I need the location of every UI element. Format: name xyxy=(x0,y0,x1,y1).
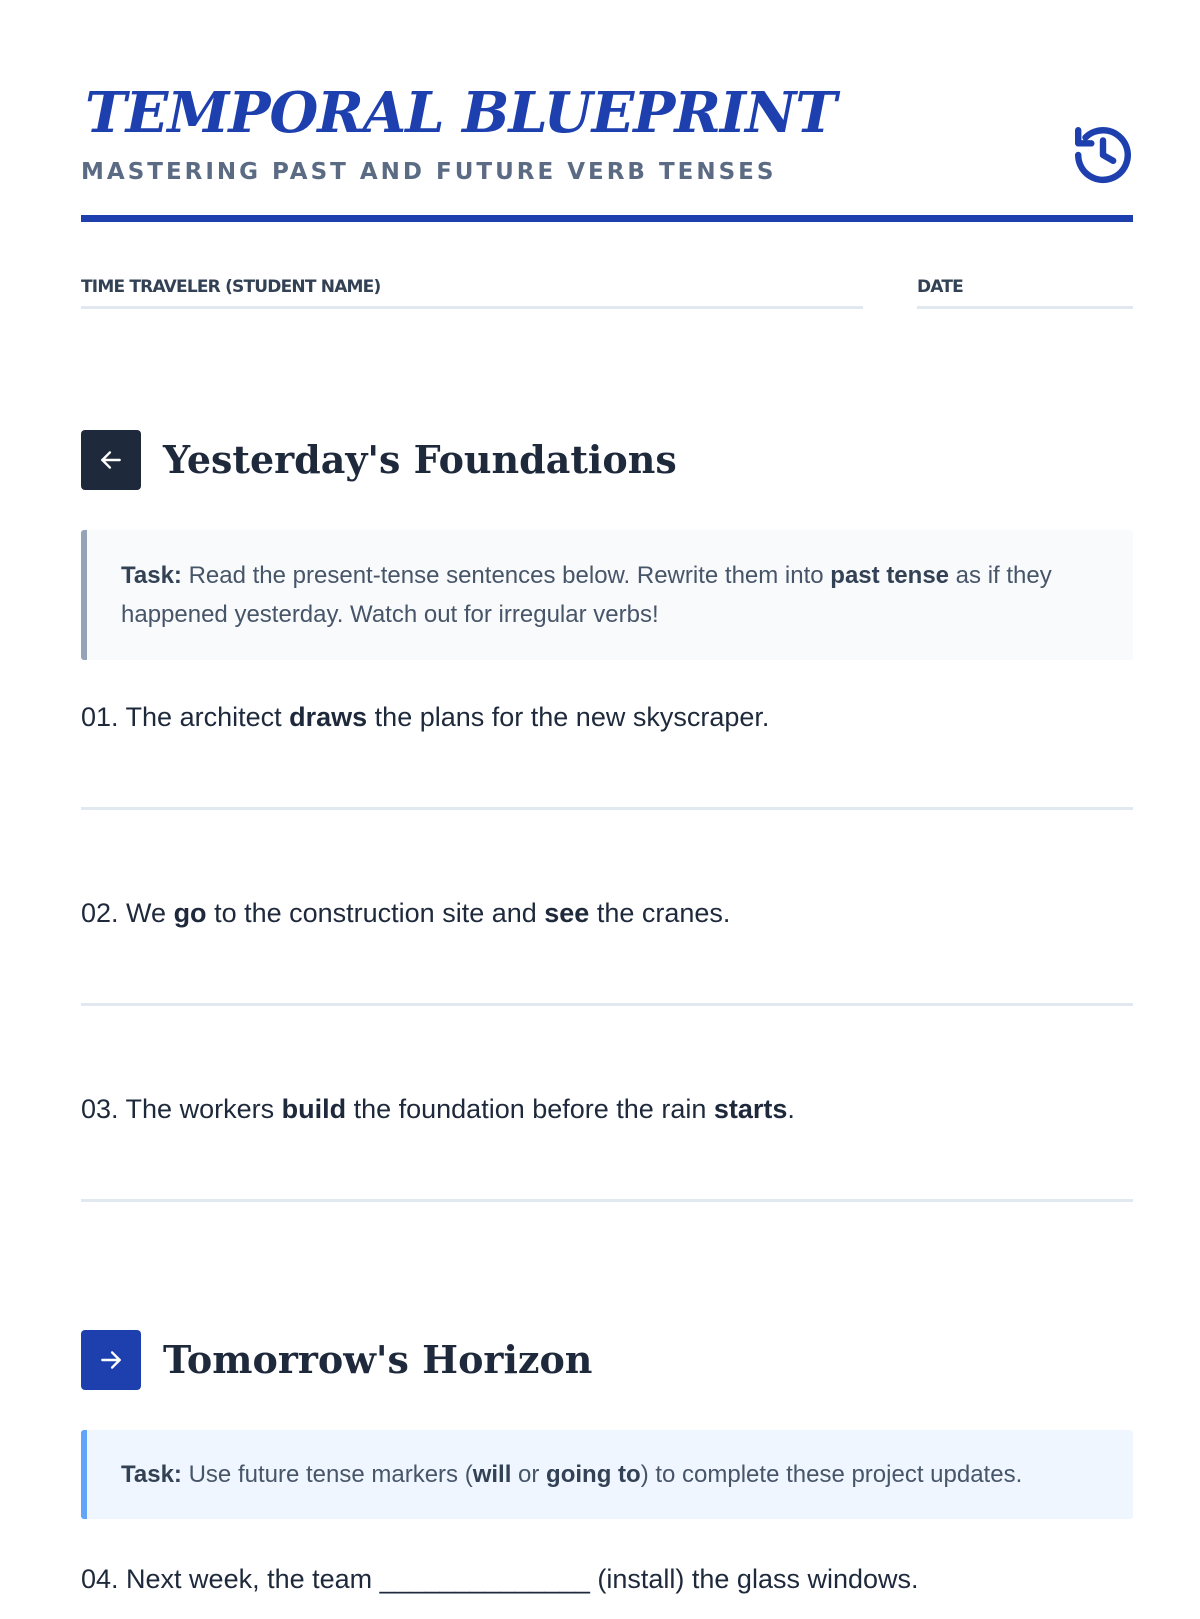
sentence-text: the plans for the new skyscraper. xyxy=(367,702,770,732)
sentence-verb: starts xyxy=(713,1094,788,1124)
worksheet-header xyxy=(81,0,1133,224)
exercise-item-04 xyxy=(81,1519,1133,1619)
task-text: or xyxy=(511,1461,547,1488)
task-text: as if they happened yesterday. Watch out for irregular verbs! xyxy=(121,562,1052,628)
student-name-field xyxy=(81,277,380,297)
sentence-text: . xyxy=(787,1094,795,1124)
student-name-label: TIME TRAVELER (STUDENT NAME) xyxy=(81,277,381,297)
sentence-verb: build xyxy=(281,1094,347,1124)
sentence-verb: go xyxy=(173,898,207,928)
date-label: DATE xyxy=(917,277,963,297)
exercise-sentence xyxy=(81,895,730,931)
exercise-sentence xyxy=(81,1561,919,1597)
worksheet-page xyxy=(81,0,1133,1619)
sentence-text: 04. Next week, the team ______________ (install) the glass windows. xyxy=(81,1564,919,1594)
task-text: Use future tense markers ( xyxy=(181,1461,473,1488)
section-future-task xyxy=(81,1430,1133,1519)
sentence-verb: draws xyxy=(289,702,368,732)
arrow-right-icon xyxy=(81,1330,141,1390)
arrow-left-icon xyxy=(81,430,141,490)
task-label: Task: xyxy=(121,1461,182,1488)
answer-line[interactable] xyxy=(81,1003,1133,1006)
section-past-task xyxy=(81,530,1133,660)
exercise-item-03 xyxy=(81,1052,1133,1248)
worksheet-title: TEMPORAL BLUEPRINT xyxy=(85,80,836,146)
student-name-input-line[interactable] xyxy=(81,306,863,309)
task-keyword: going to xyxy=(546,1461,641,1488)
section-past-header xyxy=(81,430,1133,490)
task-keyword: will xyxy=(472,1461,512,1488)
date-field xyxy=(917,277,963,297)
task-text: Read the present-tense sentences below. Rewrite them into xyxy=(181,562,831,589)
student-info-fields xyxy=(81,224,1133,364)
exercise-sentence xyxy=(81,1091,795,1127)
sentence-text: 01. The architect xyxy=(81,702,290,732)
exercise-item-02 xyxy=(81,856,1133,1052)
section-future-title: Tomorrow's Horizon xyxy=(163,1337,593,1382)
sentence-text: 03. The workers xyxy=(81,1094,282,1124)
sentence-text: 02. We xyxy=(81,898,174,928)
date-input-line[interactable] xyxy=(917,306,1133,309)
task-text: ) to complete these project updates. xyxy=(640,1461,1023,1488)
exercise-item-01 xyxy=(81,660,1133,856)
section-future-header xyxy=(81,1330,1133,1390)
history-icon xyxy=(1068,120,1138,190)
task-keyword: past tense xyxy=(830,562,950,589)
section-past-title: Yesterday's Foundations xyxy=(163,437,677,482)
answer-line[interactable] xyxy=(81,807,1133,810)
answer-line[interactable] xyxy=(81,1199,1133,1202)
header-divider xyxy=(81,215,1133,222)
worksheet-subtitle: MASTERING PAST AND FUTURE VERB TENSES xyxy=(81,159,777,185)
sentence-text: to the construction site and xyxy=(206,898,545,928)
exercise-sentence xyxy=(81,699,769,735)
task-label: Task: xyxy=(121,562,182,589)
sentence-text: the foundation before the rain xyxy=(346,1094,714,1124)
sentence-text: the cranes. xyxy=(589,898,731,928)
sentence-verb: see xyxy=(544,898,590,928)
